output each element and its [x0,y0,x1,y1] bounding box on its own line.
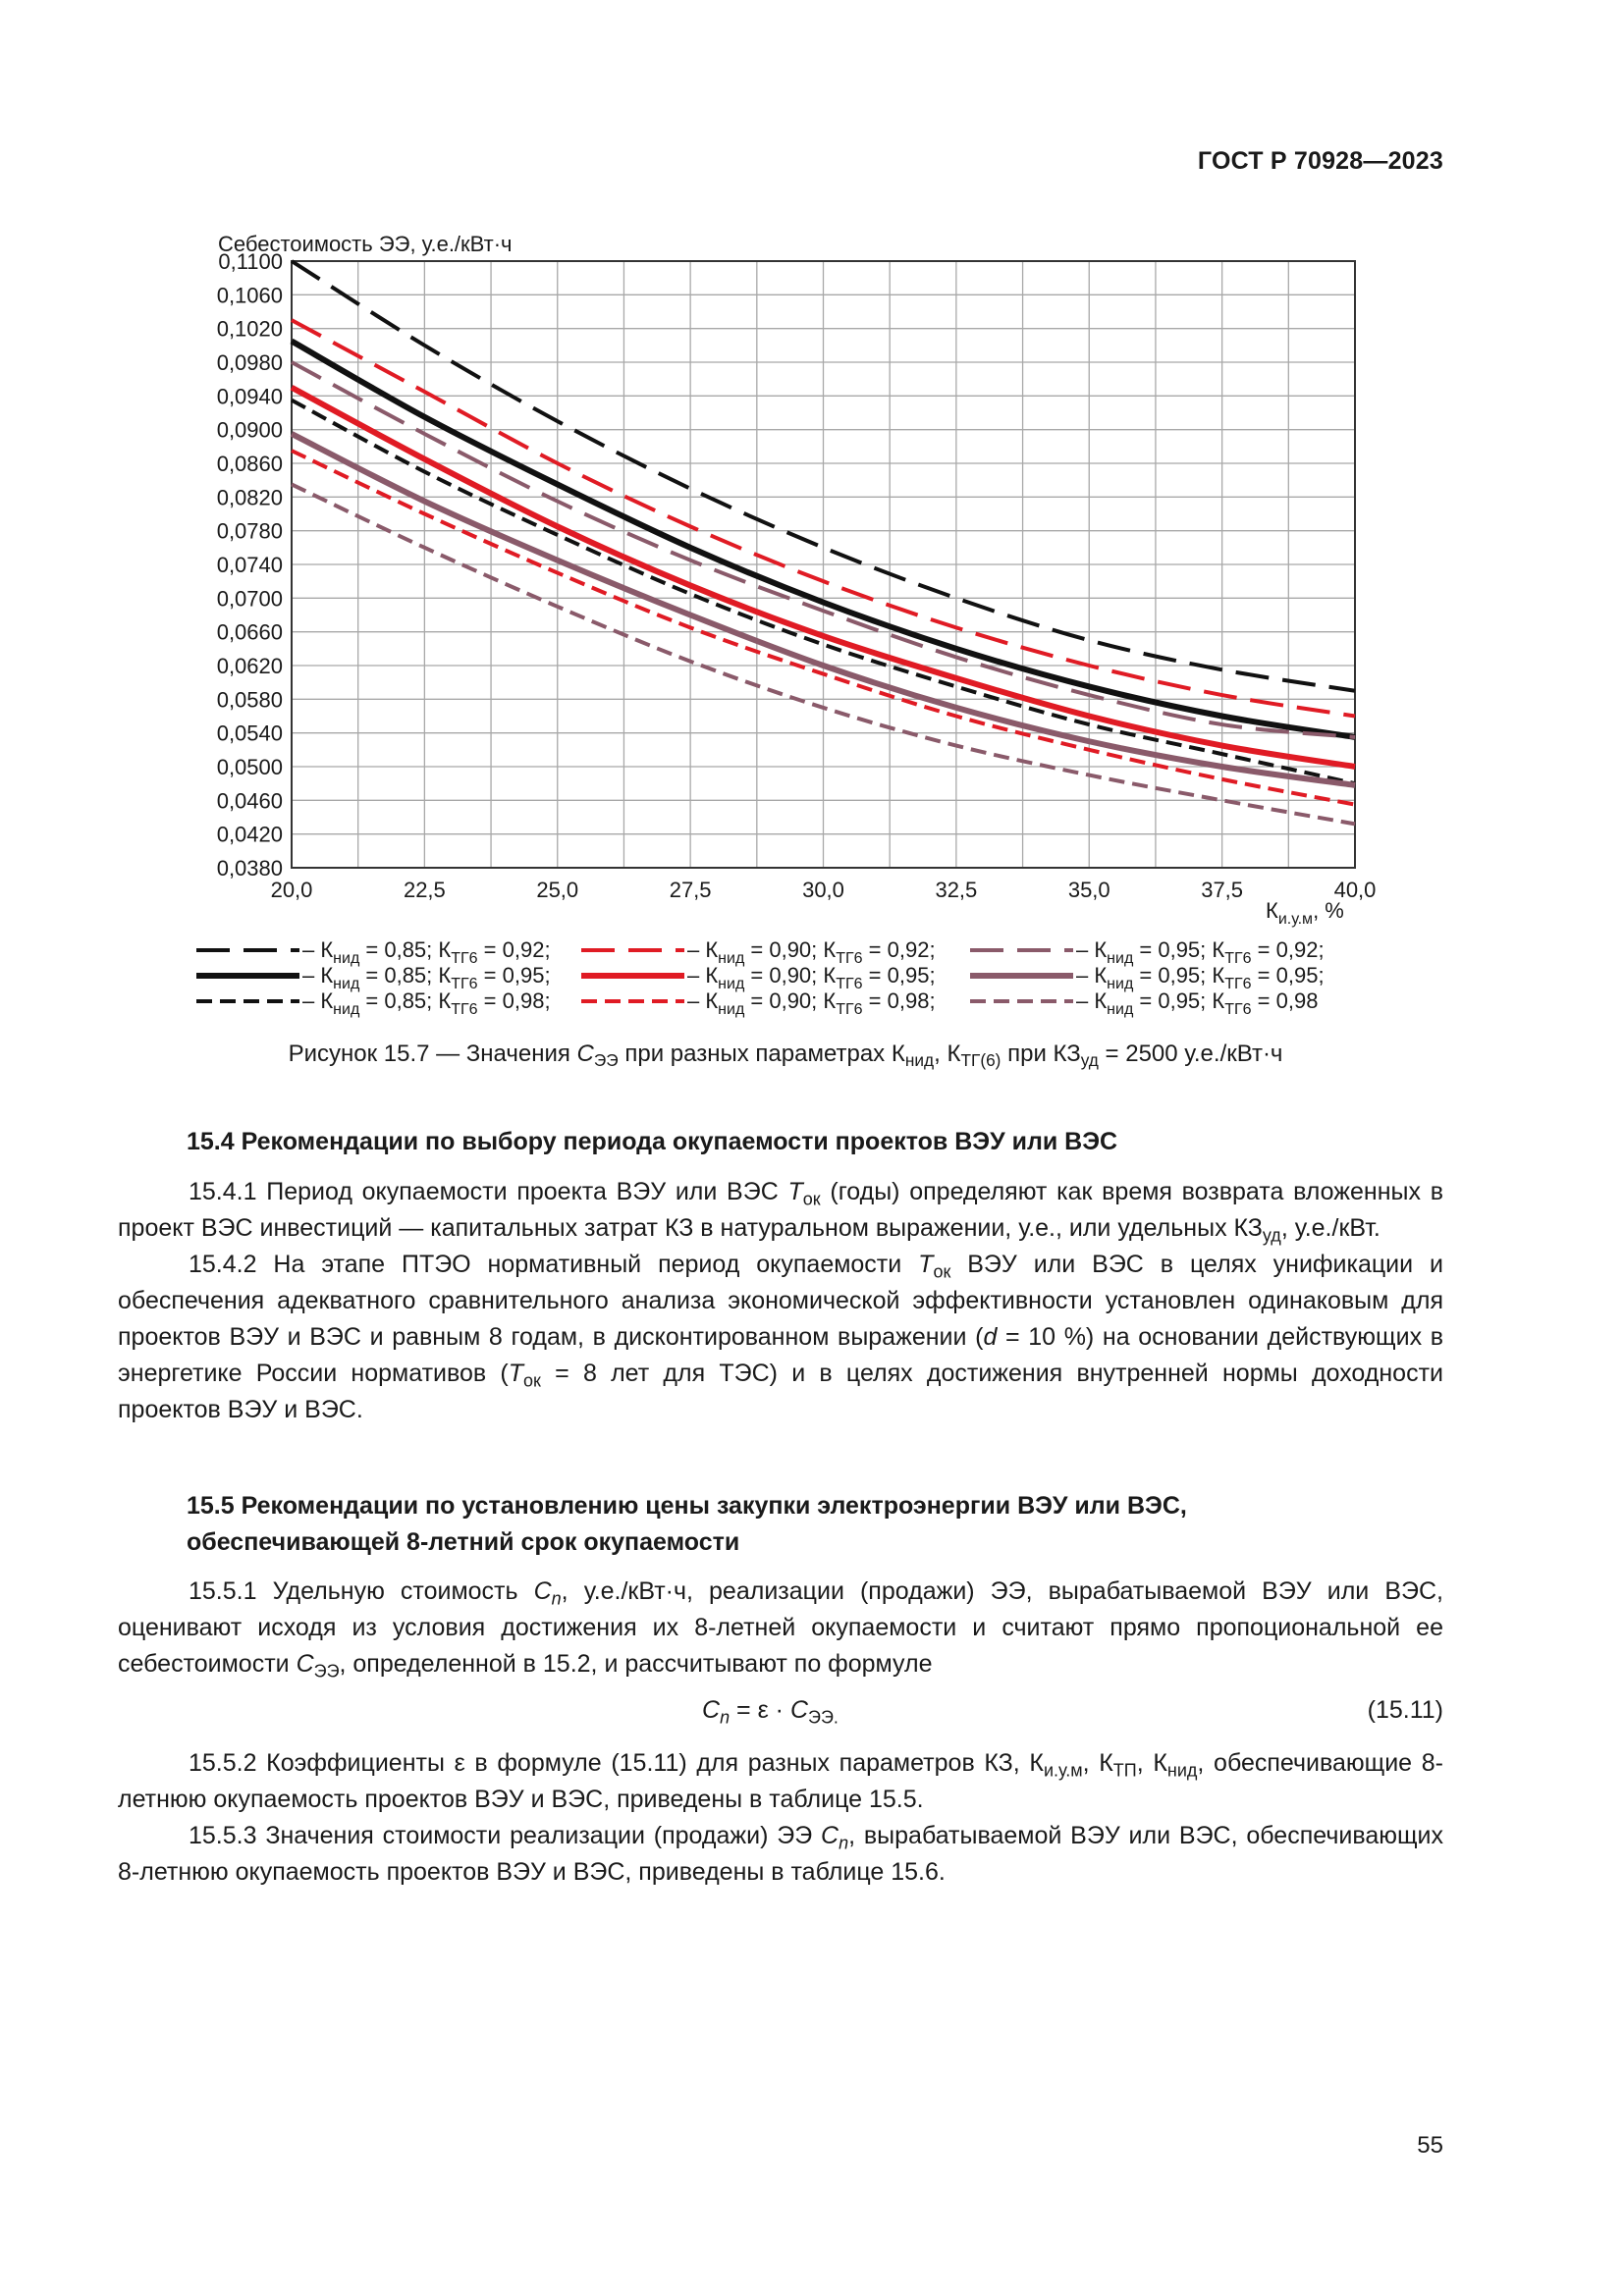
legend-entry: – $К_{нид} = 0,95$; $К_{ТГ6} = 0,92$; [1076,937,1325,967]
y-tick-label: 0,0620 [216,654,283,678]
y-tick-label: 0,0820 [216,485,283,510]
paragraph-15-5-3: 15.5.3 Значения стоимости реализации (продажи) ЭЭ $C_n$, вырабатываемой ВЭУ или ВЭС, обеспечивающих 8-летнюю окупаемость проектов ВЭУ и ВЭС, приведены в таблице 15.6. [118,1822,1444,1886]
y-tick-label: 0,0500 [216,755,283,779]
y-axis-label: Себестоимость ЭЭ, у.е./кВт·ч [218,232,513,256]
x-tick-label: 32,5 [935,878,978,902]
y-tick-label: 0,0860 [216,452,283,476]
paragraph-15-4-2: 15.4.2 На этапе ПТЭО нормативный период окупаемости $T_{ок}$ ВЭУ или ВЭС в целях унификации и обеспечения адекватного сравнительного анализа экономической эффективности установлен одинаковым для проектов ВЭУ и ВЭС и равным 8 годам, в дисконтированном выражении (d = 10 %) на основании действующих в энергетике России нормативов ($T_{ок} = 8$ лет для ТЭС) и в целях достижения внутренней нормы доходности проектов ВЭУ и ВЭС. [118,1251,1443,1423]
chart-grid [292,261,1355,868]
section-15-5-title: 15.5 Рекомендации по установлению цены закупки электроэнергии ВЭУ или ВЭС, обеспечивающей 8-летний срок окупаемости [187,1492,1187,1556]
y-tick-label: 0,0580 [216,687,283,713]
y-tick-label: 0,1060 [216,283,283,308]
y-tick-label: 0,0700 [216,586,283,612]
legend-entry: – $К_{нид} = 0,90$; $К_{ТГ6} = 0,92$; [687,937,936,967]
paragraph-15-5-1: 15.5.1 Удельную стоимость $C_n$, у.е./кВт·ч, реализации (продажи) ЭЭ, вырабатываемой ВЭУ или ВЭС, оценивают исходя из условия достижения их 8-летней окупаемости и считают прямо пропоциональной ее себестоимости $C_{ЭЭ}$, определенной в 15.2, и рассчитывают по формуле [118,1577,1443,1682]
x-tick-label: 37,5 [1201,878,1244,902]
y-tick-label: 0,0460 [216,788,283,814]
paragraph-15-4-1: 15.4.1 Период окупаемости проекта ВЭУ или ВЭС $T_{ок}$ (годы) определяют как время возврата вложенных в проект ВЭС инвестиций — капитальных затрат КЗ в натуральном выражении, у.е., или удельных $КЗ_{уд}$, у.е./кВт. [118,1178,1443,1246]
x-tick-label: 20,0 [270,878,313,902]
legend-entry: – $К_{нид} = 0,90$; $К_{ТГ6} = 0,95$; [687,963,936,992]
y-tick-label: 0,0540 [216,721,283,746]
legend-entry: – $К_{нид} = 0,85$; $К_{ТГ6} = 0,92$; [302,937,551,967]
document-standard-id: ГОСТ Р 70928—2023 [1197,147,1443,175]
chart-legend [196,937,1325,1018]
y-tick-label: 0,0940 [216,384,283,409]
y-tick-label: 0,0780 [216,518,283,544]
legend-entry: – $К_{нид} = 0,85$; $К_{ТГ6} = 0,98$; [302,988,551,1018]
y-tick-label: 0,0420 [216,822,283,847]
legend-entry: – $К_{нид} = 0,85$; $К_{ТГ6} = 0,95$; [302,963,551,992]
x-tick-label: 22,5 [403,878,446,902]
cost-chart [0,0,1624,1041]
x-tick-label: 40,0 [1333,878,1377,902]
formula-15-11: $C_n = \varepsilon \cdot C_{ЭЭ.}$ (15.11) [118,1692,1443,1729]
formula-number: (15.11) [1367,1696,1443,1724]
paragraph-15-4 [118,1174,1443,1428]
section-15-4-title: 15.4 Рекомендации по выбору периода окупаемости проектов ВЭУ или ВЭС [187,1128,1118,1155]
legend-entry: – $К_{нид} = 0,95$; $К_{ТГ6} = 0,98$ [1076,988,1319,1018]
legend-entry: – $К_{нид} = 0,95$; $К_{ТГ6} = 0,95$; [1076,963,1325,992]
x-tick-label: 30,0 [802,878,844,902]
paragraph-15-5-2: 15.5.2 Коэффициенты ε в формуле (15.11) для разных параметров КЗ, $К_{и.у.м}$, $К_{ТП}$, $К_{нид}$, обеспечивающие 8-летнюю окупаемость проектов ВЭУ и ВЭС, приведены в таблице 15.5. [118,1749,1443,1813]
x-tick-label: 27,5 [669,878,712,902]
x-axis-label: $К_{и.у.м}$, % [1266,898,1344,928]
y-tick-label: 0,0980 [216,350,283,375]
y-tick-labels [217,249,283,881]
page-number: 55 [1417,2132,1443,2159]
legend-entry: – $К_{нид} = 0,90$; $К_{ТГ6} = 0,98$; [687,988,936,1018]
x-tick-label: 35,0 [1067,878,1110,902]
y-tick-label: 0,1100 [218,249,283,274]
x-tick-label: 25,0 [536,878,579,902]
y-tick-label: 0,0900 [216,417,283,443]
figure-caption: Рисунок 15.7 — Значения $C_{ЭЭ}$ при разных параметрах $К_{нид}$, $К_{ТГ(6)}$ при $КЗ_{уд} = 2500$ у.е./кВт·ч [288,1041,1283,1071]
paragraph-15-5-2-3 [118,1745,1443,1891]
y-tick-label: 0,0740 [216,553,283,577]
y-tick-label: 0,0380 [216,856,283,881]
y-tick-label: 0,0660 [216,619,283,645]
y-tick-label: 0,1020 [216,316,283,342]
x-tick-labels [271,878,1377,902]
